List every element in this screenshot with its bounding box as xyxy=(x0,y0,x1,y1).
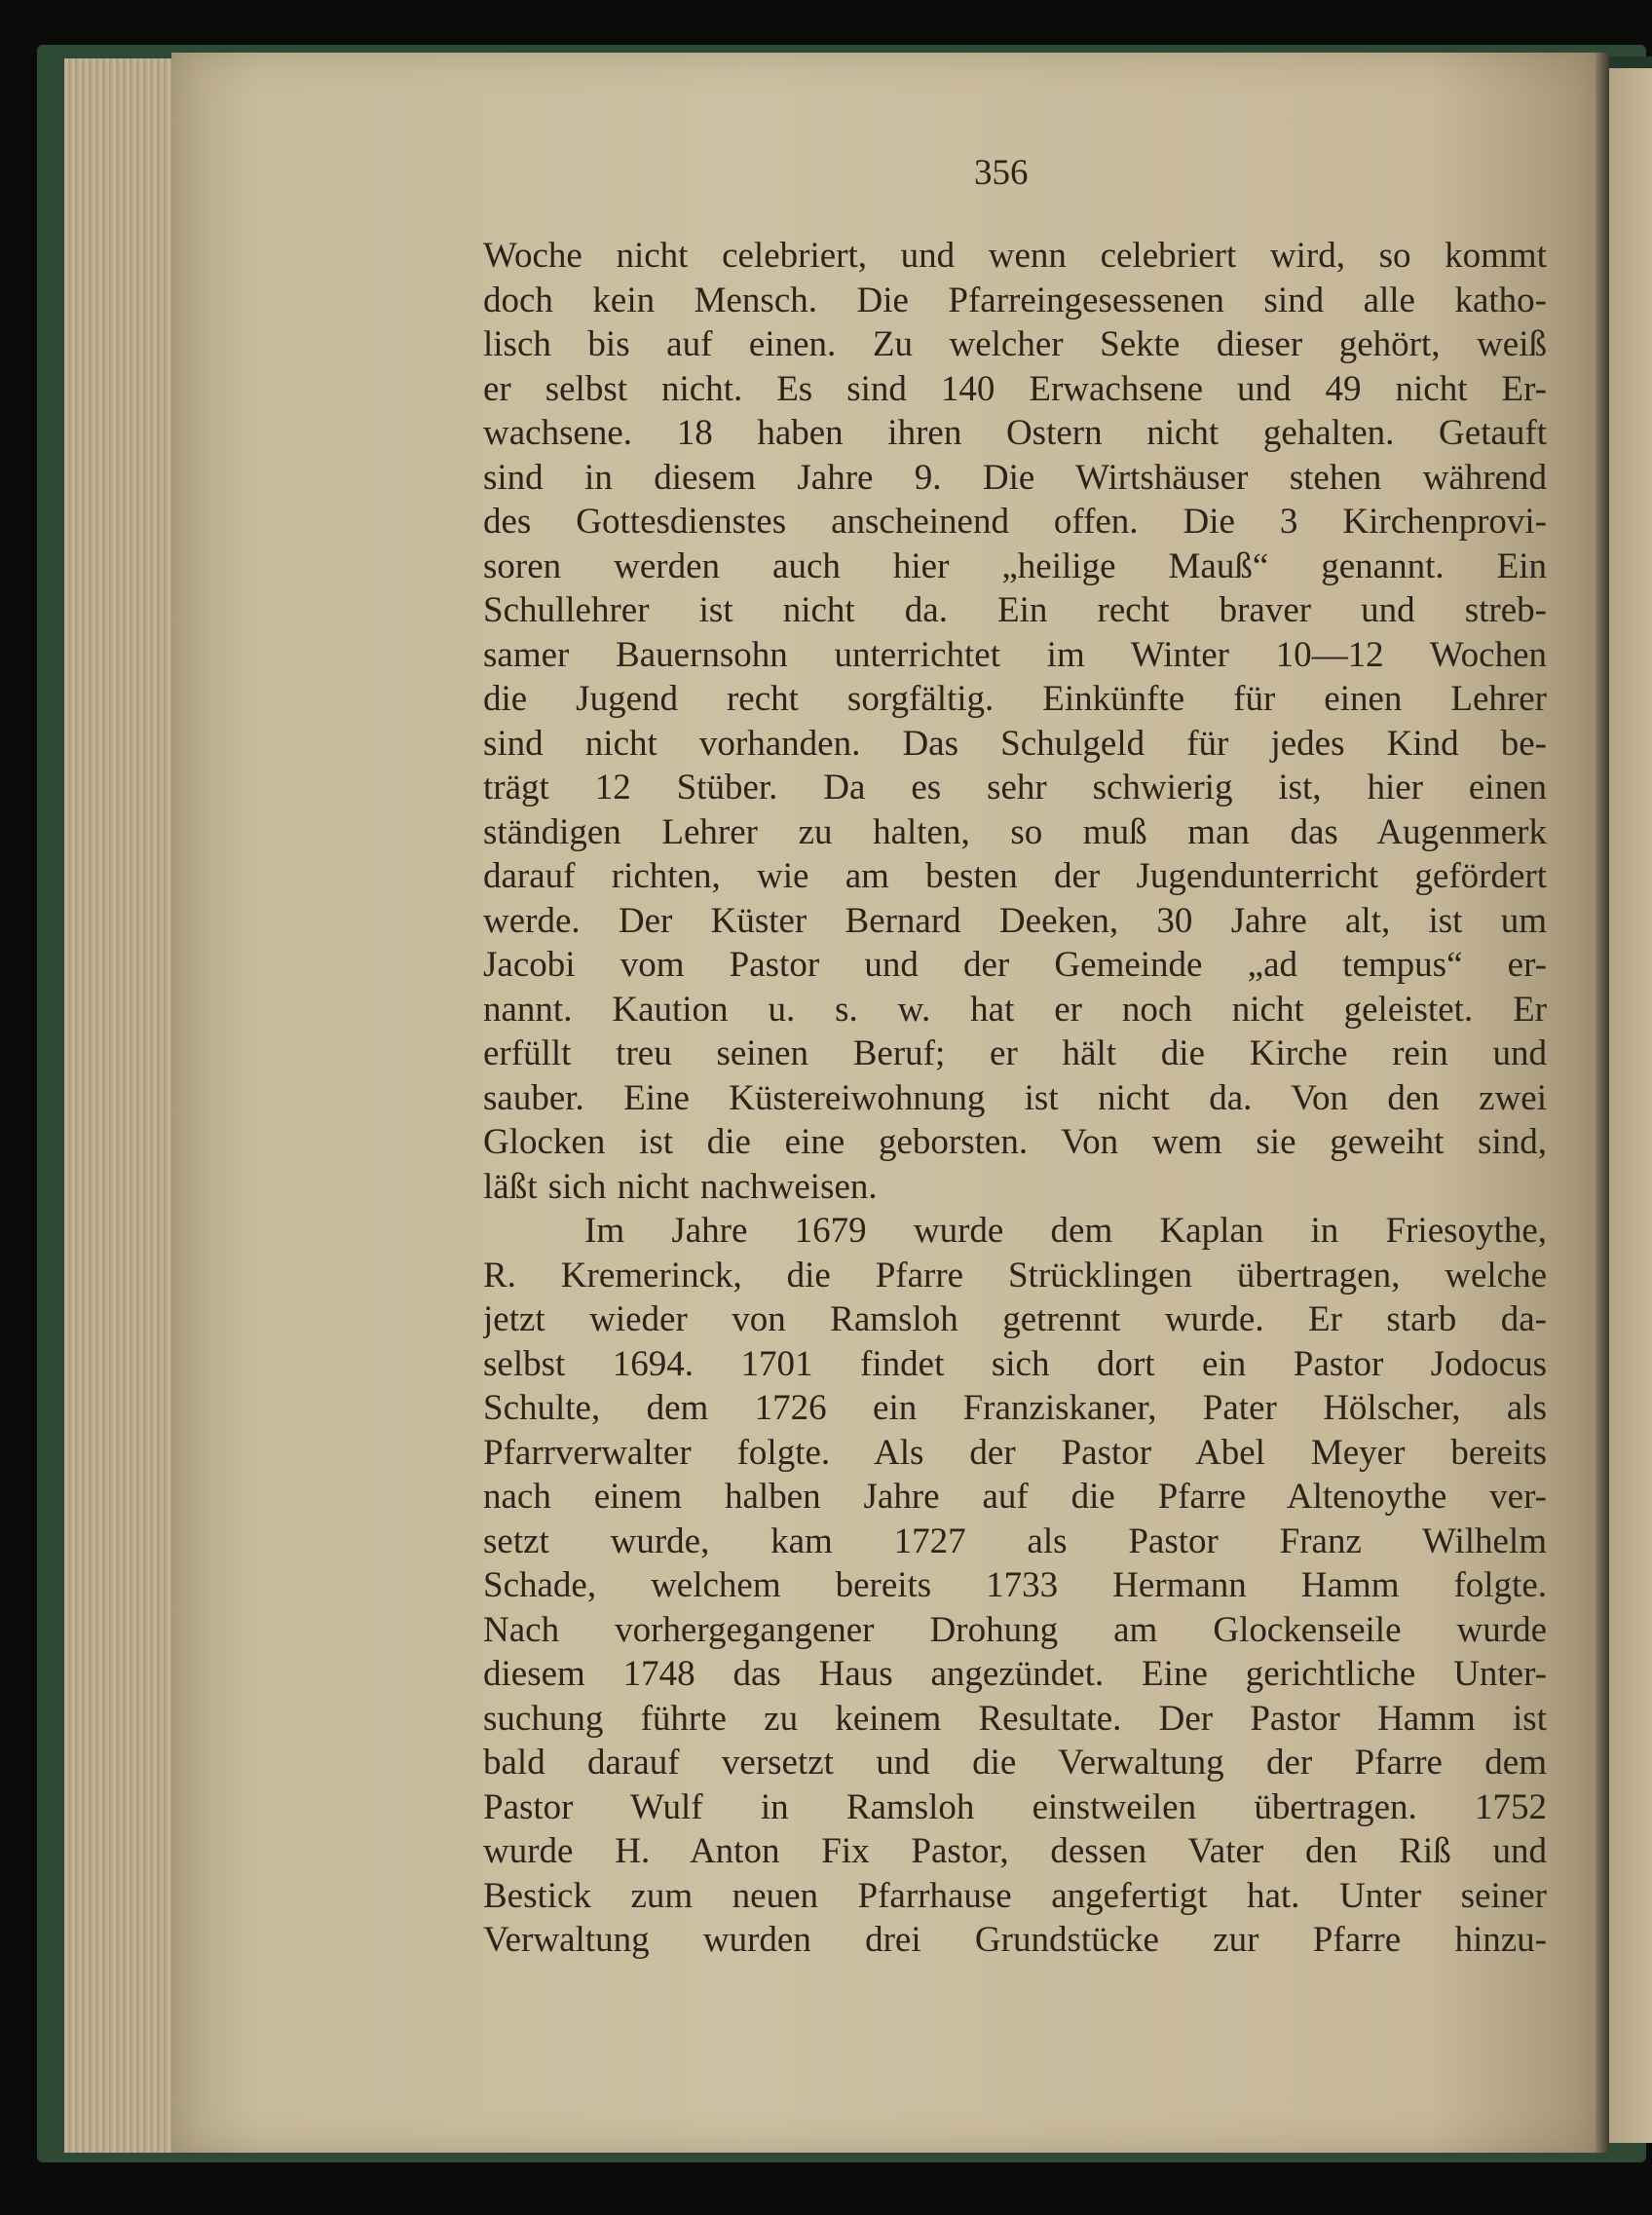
text-line: erfüllt treu seinen Beruf; er hält die Kirche rein und xyxy=(483,1033,1547,1073)
text-line: samer Bauernsohn unterrichtet im Winter 10—12 Wochen xyxy=(483,634,1547,675)
text-line: setzt wurde, kam 1727 als Pastor Franz Wilhelm xyxy=(483,1520,1547,1561)
text-line: doch kein Mensch. Die Pfarreingesessenen sind alle katho- xyxy=(483,280,1547,320)
text-line: Im Jahre 1679 wurde dem Kaplan in Friesoythe, xyxy=(584,1211,1547,1251)
text-line: sauber. Eine Küstereiwohnung ist nicht da. Von den zwei xyxy=(483,1077,1547,1118)
text-line: Pastor Wulf in Ramsloh einstweilen übertragen. 1752 xyxy=(483,1786,1547,1827)
text-line: Pfarrverwalter folgte. Als der Pastor Abel Meyer bereits xyxy=(483,1432,1547,1473)
text-line: Jacobi vom Pastor und der Gemeinde „ad tempus“ er- xyxy=(483,945,1547,985)
text-line: Nach vorhergegangener Drohung am Glockenseile wurde xyxy=(483,1609,1547,1650)
text-line: nannt. Kaution u. s. w. hat er noch nicht geleistet. Er xyxy=(483,989,1547,1030)
text-line: soren werden auch hier „heilige Mauß“ genannt. Ein xyxy=(483,545,1547,586)
text-line: jetzt wieder von Ramsloh getrennt wurde. Er starb da- xyxy=(483,1299,1547,1339)
text-line: Glocken ist die eine geborsten. Von wem sie geweiht sind, xyxy=(483,1122,1547,1162)
text-line: Schullehrer ist nicht da. Ein recht braver und streb- xyxy=(483,590,1547,630)
text-line: R. Kremerinck, die Pfarre Strücklingen übertragen, welche xyxy=(483,1255,1547,1295)
text-line: Schulte, dem 1726 ein Franziskaner, Pater Hölscher, als xyxy=(483,1388,1547,1428)
text-line: die Jugend recht sorgfältig. Einkünfte für einen Lehrer xyxy=(483,679,1547,719)
text-line: Schade, welchem bereits 1733 Hermann Hamm folgte. xyxy=(483,1565,1547,1605)
text-line: darauf richten, wie am besten der Jugendunterricht gefördert xyxy=(483,856,1547,896)
facing-page-edge xyxy=(1609,68,1652,2143)
page-edges xyxy=(64,58,171,2153)
text-line: sind in diesem Jahre 9. Die Wirtshäuser stehen während xyxy=(483,457,1547,498)
text-line: trägt 12 Stüber. Da es sehr schwierig ist, hier einen xyxy=(483,768,1547,807)
page-number: 356 xyxy=(974,153,1029,193)
text-line: ständigen Lehrer zu halten, so muß man das Augenmerk xyxy=(483,811,1547,852)
page-gutter xyxy=(1596,53,1609,2153)
text-line: wachsene. 18 haben ihren Ostern nicht gehalten. Getauft xyxy=(483,413,1547,453)
text-line: werde. Der Küster Bernard Deeken, 30 Jahre alt, ist um xyxy=(483,900,1547,941)
text-line: Verwaltung wurden drei Grundstücke zur Pfarre hinzu- xyxy=(483,1920,1547,1960)
text-line: suchung führte zu keinem Resultate. Der Pastor Hamm ist xyxy=(483,1698,1547,1739)
text-line: sind nicht vorhanden. Das Schulgeld für jedes Kind be- xyxy=(483,723,1547,764)
text-line: wurde H. Anton Fix Pastor, dessen Vater den Riß und xyxy=(483,1831,1547,1871)
text-line: er selbst nicht. Es sind 140 Erwachsene und 49 nicht Er- xyxy=(483,368,1547,409)
text-line: lisch bis auf einen. Zu welcher Sekte dieser gehört, weiß xyxy=(483,324,1547,364)
text-line: nach einem halben Jahre auf die Pfarre Altenoythe ver- xyxy=(483,1477,1547,1517)
text-line: diesem 1748 das Haus angezündet. Eine gerichtliche Unter- xyxy=(483,1654,1547,1694)
text-line: läßt sich nicht nachweisen. xyxy=(483,1166,878,1207)
text-line: selbst 1694. 1701 findet sich dort ein Pastor Jodocus xyxy=(483,1343,1547,1384)
text-line: des Gottesdienstes anscheinend offen. Die 3 Kirchenprovi- xyxy=(483,502,1547,542)
text-line: Bestick zum neuen Pfarrhause angefertigt hat. Unter seiner xyxy=(483,1875,1547,1916)
body-text xyxy=(483,234,1547,1963)
text-line: bald darauf versetzt und die Verwaltung der Pfarre dem xyxy=(483,1743,1547,1783)
text-line: Woche nicht celebriert, und wenn celebriert wird, so kommt xyxy=(483,236,1547,276)
